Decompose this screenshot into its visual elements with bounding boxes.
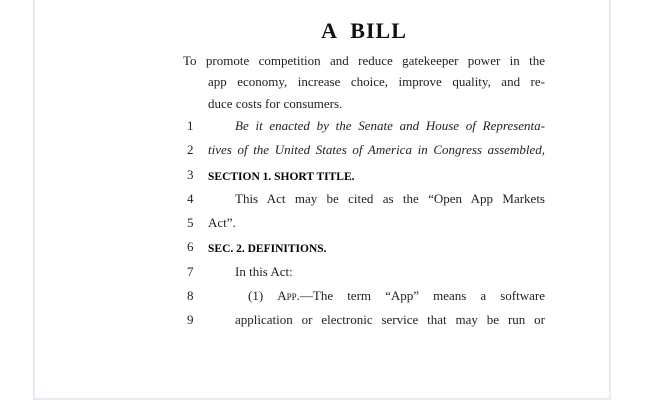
line-number: 3 bbox=[187, 166, 194, 182]
line-number: 2 bbox=[187, 142, 194, 158]
line-text: Be it enacted by the Senate and House of Representa- bbox=[235, 118, 545, 133]
document-page bbox=[33, 0, 611, 400]
bill-line-2 bbox=[187, 142, 545, 162]
preamble-line-2: app economy, increase choice, improve quality, and re- bbox=[208, 74, 545, 90]
line-number: 7 bbox=[187, 263, 194, 279]
line-text: application or electronic service that may be run or bbox=[235, 312, 545, 327]
bill-line-7 bbox=[187, 264, 545, 284]
line-text: tives of the United States of America in Congress assembled, bbox=[208, 142, 545, 158]
bill-line-8 bbox=[187, 288, 545, 308]
bill-line-9 bbox=[187, 312, 545, 332]
bill-preamble bbox=[183, 50, 545, 114]
bill-title: A BILL bbox=[321, 18, 407, 43]
line-number: 9 bbox=[187, 312, 194, 327]
bill-line-6 bbox=[187, 239, 545, 259]
line-number: 5 bbox=[187, 215, 194, 230]
line-number: 4 bbox=[187, 190, 194, 206]
text-segment: (1) bbox=[248, 287, 278, 303]
smallcaps-term: App bbox=[277, 287, 297, 303]
line-text: SEC. 2. DEFINITIONS. bbox=[208, 243, 327, 256]
line-text: Act”. bbox=[208, 215, 236, 230]
line-text bbox=[208, 288, 545, 304]
bill-line-1 bbox=[187, 118, 545, 138]
line-number: 8 bbox=[187, 287, 194, 303]
line-number: 6 bbox=[187, 239, 194, 255]
bill-body-lines bbox=[187, 118, 545, 348]
line-number: 1 bbox=[187, 118, 194, 133]
preamble-line-3: duce costs for consumers. bbox=[208, 95, 343, 111]
bill-line-5 bbox=[187, 215, 545, 235]
bill-line-3 bbox=[187, 167, 545, 187]
preamble-line-1: To promote competition and reduce gatekeeper power in the bbox=[183, 53, 545, 68]
line-text: This Act may be cited as the “Open App Markets bbox=[235, 190, 545, 206]
text-segment: .—The term “App” means a software bbox=[296, 287, 545, 303]
bill-line-4 bbox=[187, 191, 545, 211]
line-text: SECTION 1. SHORT TITLE. bbox=[208, 170, 355, 183]
line-text: In this Act: bbox=[235, 263, 293, 279]
